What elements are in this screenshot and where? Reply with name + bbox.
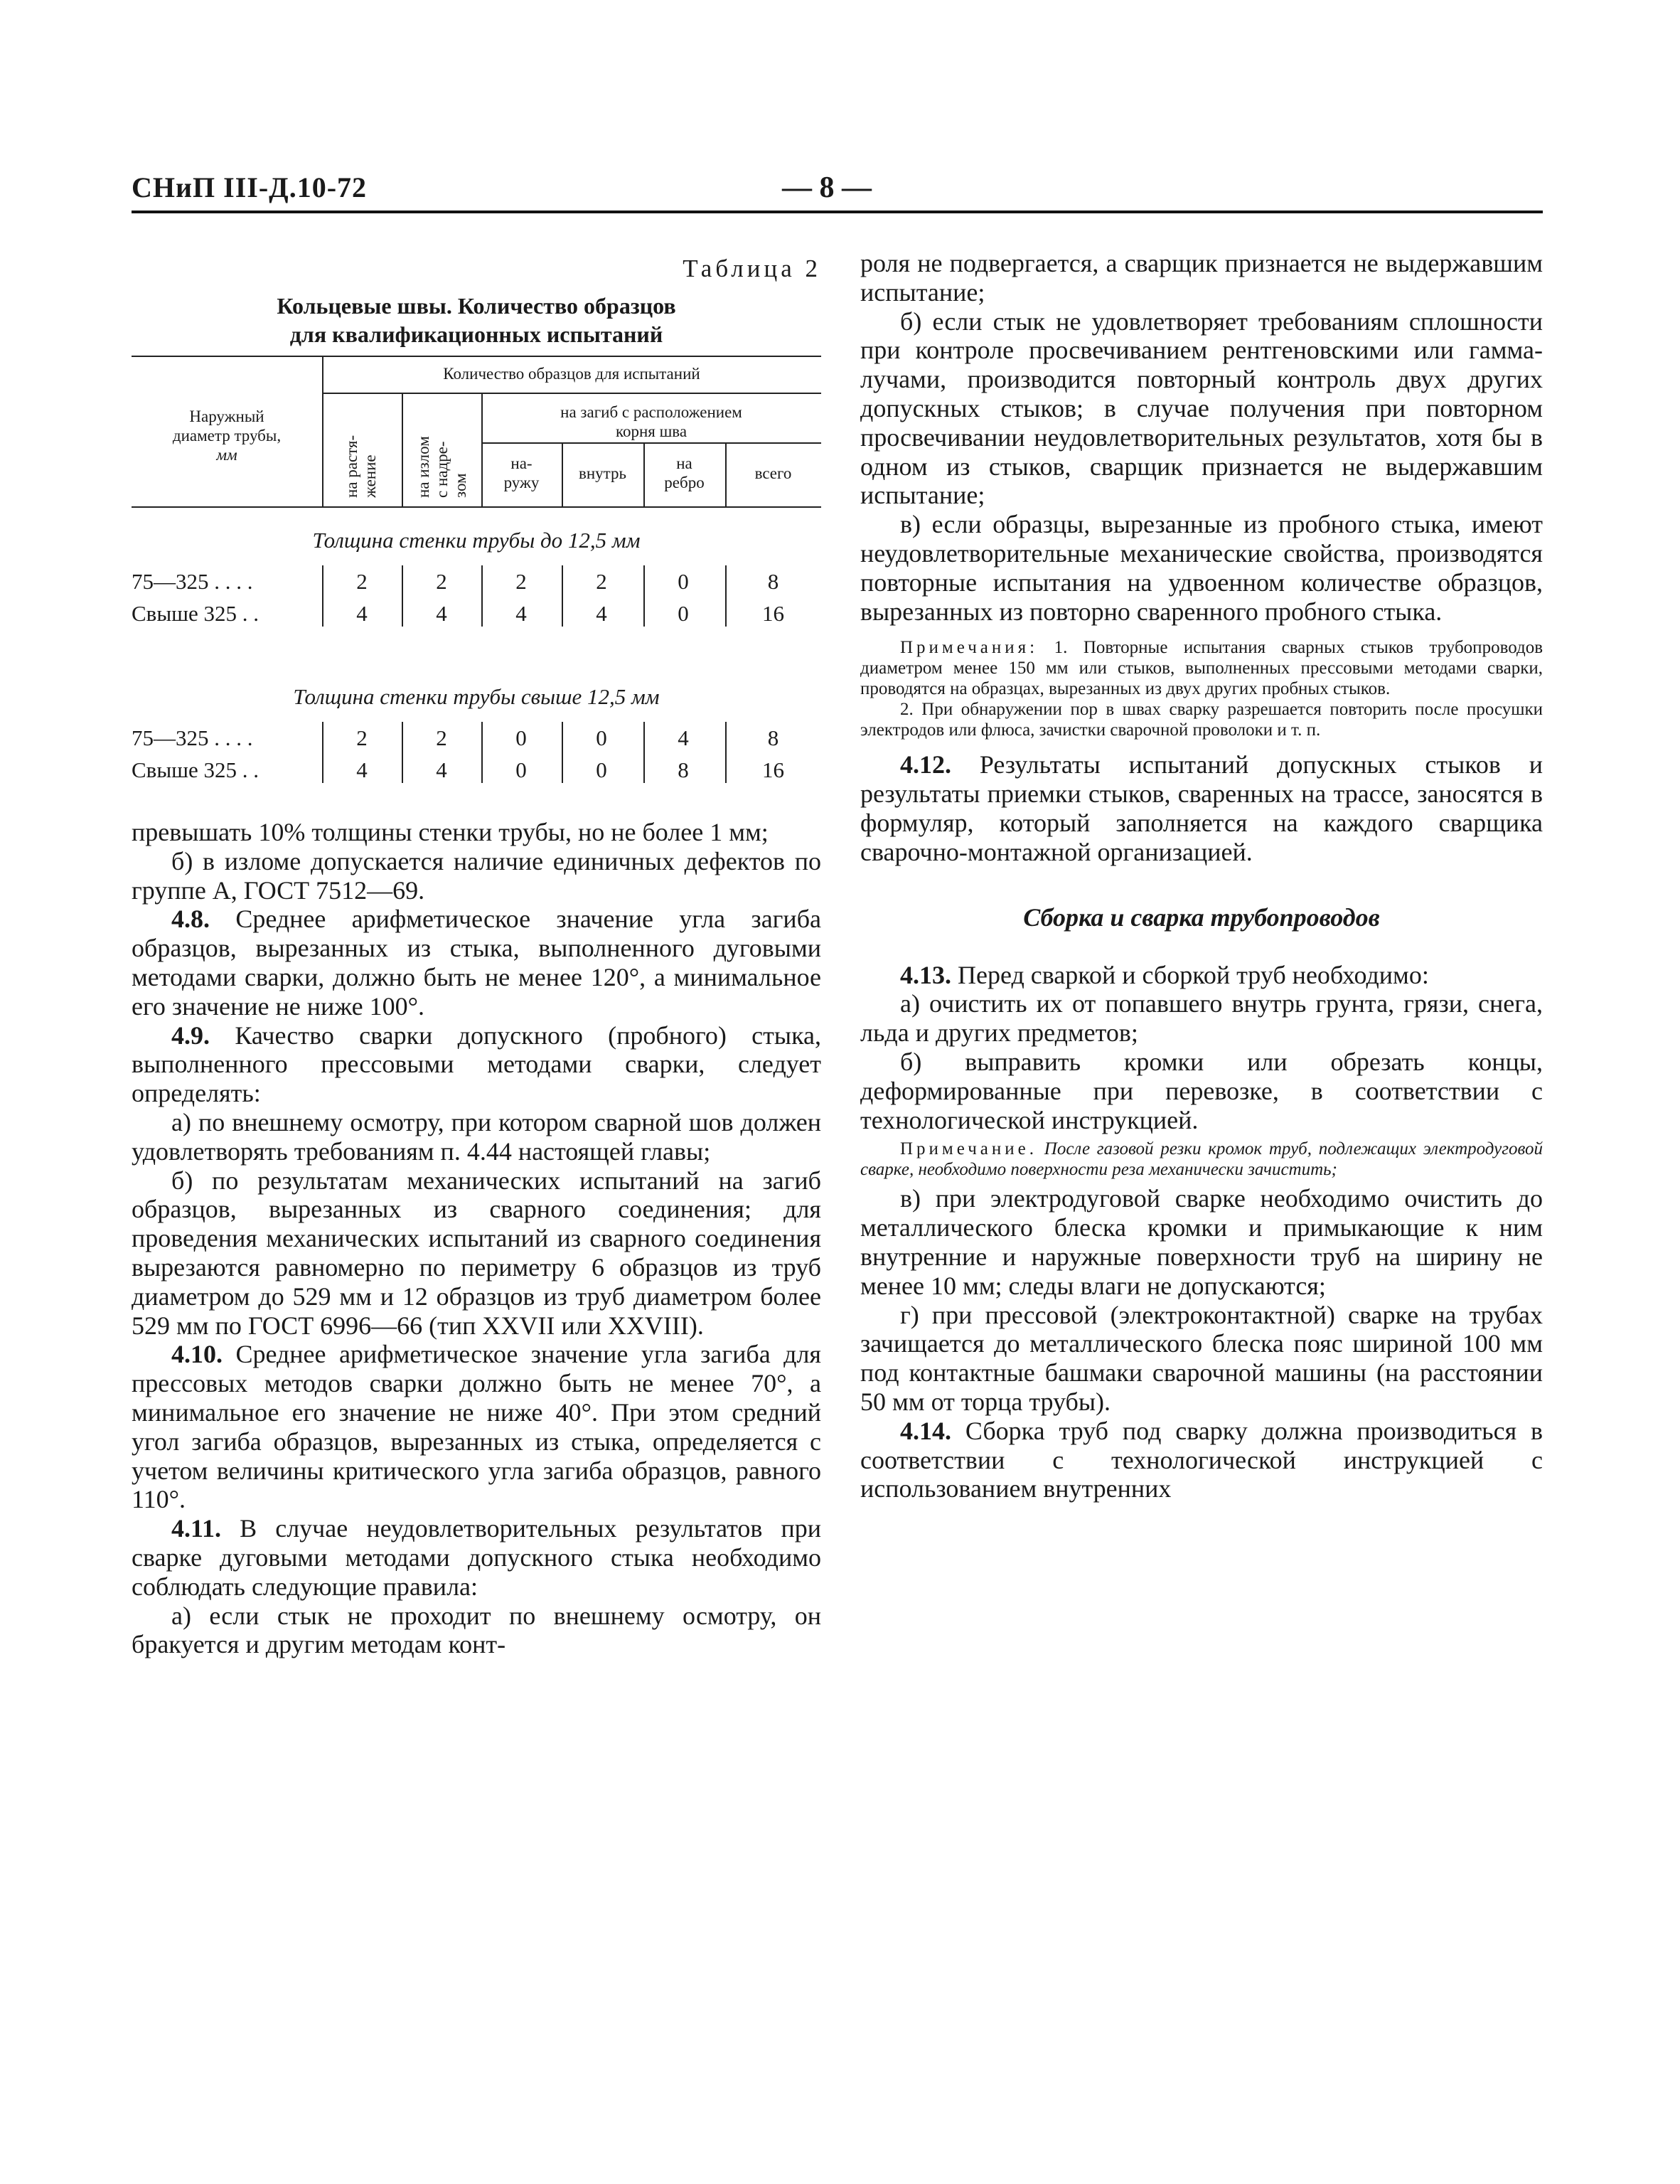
table-cell: 0	[515, 725, 527, 750]
header-edge	[643, 454, 725, 492]
page-header	[132, 171, 1543, 212]
header-text: на излом	[414, 436, 432, 498]
header-outer-diameter	[132, 407, 322, 464]
table-cell: 0	[596, 725, 607, 750]
table-row-label: 75—325 . . . .	[132, 725, 253, 750]
clause-number: 4.8.	[171, 905, 210, 934]
header-tension	[343, 435, 380, 498]
clause-4-11	[132, 1514, 821, 1601]
left-column	[132, 249, 821, 1659]
table-rule	[322, 393, 821, 394]
header-text: мм	[216, 446, 237, 464]
table-caption-line: Кольцевые швы. Количество образцов	[277, 293, 676, 319]
clause-4-14	[860, 1417, 1543, 1503]
note	[860, 1139, 1543, 1180]
paragraph: превышать 10% толщины стенки трубы, но не более 1 мм;	[132, 818, 769, 846]
clause-4-13	[860, 961, 1543, 990]
table-cell: 4	[596, 601, 607, 626]
clause-4-9	[132, 1021, 821, 1108]
header-text: ребро	[664, 474, 705, 491]
clause-4-12	[860, 750, 1543, 866]
table-rule	[132, 506, 821, 508]
table-rule	[132, 356, 821, 357]
table-cell: 8	[767, 725, 779, 750]
paragraph: а) по внешнему осмотру, при котором сварной шов должен удовлетворять требованиям п. 4.44 настоящей главы;	[132, 1107, 821, 1166]
table-cell: 2	[356, 725, 368, 750]
clause-number: 4.11.	[171, 1514, 222, 1543]
clause-number: 4.13.	[900, 960, 951, 989]
paragraph: роля не подвергается, а сварщик признается не выдержавшим испытание;	[860, 249, 1543, 307]
table-cell: 16	[762, 601, 784, 626]
section-heading: Сборка и сварка трубопроводов	[1023, 902, 1380, 932]
header-text: на-	[510, 454, 533, 472]
table-cell: 8	[767, 569, 779, 594]
table-section-title: Толщина стенки трубы до 12,5 мм	[312, 528, 641, 553]
header-inward: внутрь	[579, 464, 626, 482]
table-cell: 4	[678, 725, 689, 750]
clause-text: Перед сваркой и сборкой труб необходимо:	[958, 960, 1429, 989]
paragraph: а) если стык не проходит по внешнему осмотру, он бракуется и другим методам конт-	[132, 1601, 821, 1659]
header-text: на	[676, 454, 692, 472]
notes-block	[860, 637, 1543, 740]
paragraph: г) при прессовой (электроконтактной) сварке на трубах зачищается до металлического блеска пояс шириной 100 мм под контактные башмаки сварочной машины (на расстоянии 50 мм от торца трубы).	[860, 1300, 1543, 1416]
table-cell: 0	[596, 757, 607, 782]
table-rule	[402, 393, 403, 506]
header-outward	[481, 454, 562, 492]
paragraph: б) по результатам механических испытаний на загиб образцов, вырезанных из сварного соединения; для проведения механических испытаний из сварного соединения вырезаются равномерно по периметру 6 образцов из труб диаметром до 529 мм и 12 образцов из труб диаметром более 529 мм по ГОСТ 6996—66 (тип XXVII или XXVIII).	[132, 1166, 821, 1340]
table-cell: 2	[436, 725, 447, 750]
note	[860, 637, 1543, 699]
paragraph: а) очистить их от попавшего внутрь грунта, грязи, снега, льда и других предметов;	[860, 989, 1543, 1048]
header-text: на растя-	[343, 435, 360, 498]
clause-text: Среднее арифметическое значение угла загиба для прессовых методов сварки должно быть не менее 70°, а минимальное его значение не ниже 40°. При этом средний угол загиба образцов, вырезанных из стыка, определяется с учетом величины критического угла загиба образцов, равного 110°.	[132, 1340, 821, 1514]
page-number: — 8 —	[782, 171, 872, 204]
header-text: Наружный	[189, 407, 264, 425]
clause-number: 4.12.	[900, 750, 951, 779]
notes-label: Примечания:	[900, 638, 1039, 658]
paragraph: б) если стык не удовлетворяет требованиям сплошности при контроле просвечиванием рентгеновскими или гамма-лучами, производится повторный контроль двух других допускных стыков; в случае получения при повторном просвечивании неудовлетворительных результатов, хотя бы в одном из стыков, сварщик признается не выдержавшим испытание;	[860, 307, 1543, 510]
header-text: жение	[361, 454, 379, 498]
note: 2. При обнаружении пор в швах сварку разрешается повторить после просушки электродов или флюса, зачистки сварочной проволоки и т. п.	[860, 700, 1543, 740]
table-caption-line: для квалификационных испытаний	[289, 321, 663, 347]
header-text: диаметр трубы,	[172, 427, 282, 444]
note-label: Примечание.	[900, 1139, 1038, 1159]
table-cell: 2	[515, 569, 527, 594]
paragraph: б) в изломе допускается наличие единичных дефектов по группе А, ГОСТ 7512—69.	[132, 846, 821, 905]
table-cell: 16	[762, 757, 784, 782]
header-fracture	[414, 436, 470, 498]
table-rule	[481, 442, 821, 444]
table-section-title: Толщина стенки трубы свыше 12,5 мм	[293, 684, 660, 709]
note-text: После газовой резки кромок труб, подлежащих электродуговой сварке, необходимо поверхности реза механически зачистить;	[860, 1139, 1543, 1180]
header-text: корня шва	[615, 422, 687, 440]
table-row-label: 75—325 . . . .	[132, 569, 253, 594]
table-label: Таблица 2	[683, 255, 821, 282]
header-text: с надре-	[433, 441, 451, 498]
header-specimen-count: Количество образцов для испытаний	[443, 365, 700, 383]
clause-number: 4.10.	[171, 1340, 223, 1369]
table-cell: 8	[678, 757, 689, 782]
paragraph: в) при электродуговой сварке необходимо очистить до металлического блеска кромки и примыкающие к ним внутренние и наружные поверхности труб на ширину не менее 10 мм; следы влаги не допускаются;	[860, 1184, 1543, 1300]
table-row-label: Свыше 325 . .	[132, 601, 260, 626]
table-cell: 0	[678, 601, 689, 626]
table-cell: 4	[515, 601, 527, 626]
table-cell: 2	[436, 569, 447, 594]
clause-number: 4.14.	[900, 1416, 951, 1445]
header-rule	[132, 211, 1543, 213]
table-cell: 4	[436, 757, 447, 782]
clause-text: Результаты испытаний допускных стыков и результаты приемки стыков, сваренных на трассе, заносятся в формуляр, который заполняется на каждого сварщика сварочно-монтажной организацией.	[860, 750, 1543, 866]
header-total: всего	[754, 464, 792, 482]
table-row-label: Свыше 325 . .	[132, 757, 260, 782]
paragraph: в) если образцы, вырезанные из пробного стыка, имеют неудовлетворительные механические свойства, производятся повторные испытания на удвоенном количестве образцов, вырезанных из повторно сваренного пробного стыка.	[860, 510, 1543, 626]
header-bend-group	[481, 403, 821, 441]
table-cell: 0	[678, 569, 689, 594]
note-text: 1. Повторные испытания сварных стыков трубопроводов диаметром менее 150 мм или стыков, выполненных прессовыми методами сварки, проводятся на образцах, вырезанных из двух других пробных стыков.	[860, 638, 1543, 699]
table-cell: 2	[596, 569, 607, 594]
specimen-table	[132, 356, 821, 946]
table-caption	[132, 292, 821, 348]
table-cell: 0	[515, 757, 527, 782]
clause-text: Среднее арифметическое значение угла загиба образцов, вырезанных из стыка, выполненного дуговыми методами сварки, должно быть не менее 120°, а минимальное его значение не ниже 100°.	[132, 905, 821, 1021]
table-cell: 4	[356, 601, 368, 626]
header-text: зом	[451, 473, 469, 498]
table-cell: 4	[436, 601, 447, 626]
table-cell: 4	[356, 757, 368, 782]
header-text: ружу	[503, 474, 540, 491]
clause-text: Качество сварки допускного (пробного) стыка, выполненного прессовыми методами сварки, следует определять:	[132, 1021, 821, 1108]
document-code: СНиП III-Д.10-72	[132, 171, 368, 203]
clause-text: Сборка труб под сварку должна производиться в соответствии с технологической инструкцией с использованием внутренних	[860, 1416, 1543, 1503]
right-column	[860, 249, 1543, 1503]
clause-number: 4.9.	[171, 1021, 210, 1050]
header-text: на загиб с расположением	[560, 403, 742, 421]
clause-4-10	[132, 1340, 821, 1514]
clause-text: В случае неудовлетворительных результатов при сварке дуговыми методами допускного стыка необходимо соблюдать следующие правила:	[132, 1514, 822, 1601]
paragraph: б) выправить кромки или обрезать концы, деформированные при перевозке, в соответствии с технологической инструкцией.	[860, 1047, 1543, 1134]
table-cell: 2	[356, 569, 368, 594]
